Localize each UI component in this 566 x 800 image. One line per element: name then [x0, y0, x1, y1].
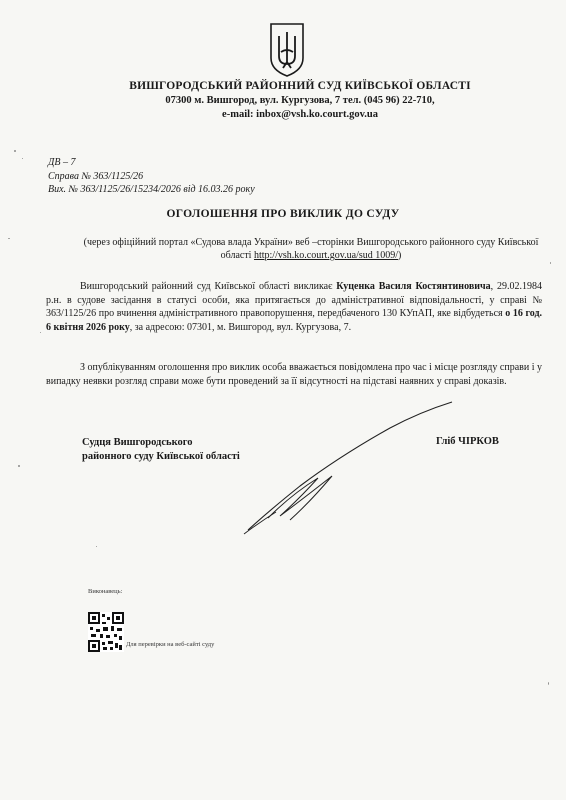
- summoned-person-name: Куценка Василя Костянтиновича: [336, 281, 491, 292]
- summons-text-a: Вишгородський районний суд Київської області викликає: [80, 281, 337, 292]
- scan-speck: [550, 262, 551, 264]
- outgoing-number: Вих. № 363/1125/26/15234/2026 від 16.03.26 року: [48, 184, 255, 195]
- trident-emblem-icon: [268, 22, 306, 78]
- judge-position-line2: районного суду Київської області: [82, 451, 240, 462]
- publication-note: [80, 236, 542, 262]
- judge-position: [82, 436, 240, 464]
- notice-paragraph: З опублікуванням оголошення про виклик особа вважається повідомлена про час і місце розгляду справи і у випадку неявки розгляд справи може бути проведений за її відсутності на підставі наявних у справі доказів.: [46, 362, 542, 387]
- form-code: ДВ – 7: [48, 157, 76, 168]
- scan-speck: [96, 546, 97, 547]
- judge-name: Гліб ЧІРКОВ: [436, 436, 499, 447]
- case-number: Справа № 363/1125/26: [48, 170, 144, 182]
- scan-speck: [40, 332, 41, 333]
- handwritten-signature: [240, 398, 460, 538]
- hearing-datetime: о 16 год. 6 квітня 2026 року: [46, 308, 543, 333]
- executor-label: Виконавець:: [88, 588, 123, 595]
- summons-paragraph: [46, 280, 542, 334]
- court-name: ВИШГОРОДСЬКИЙ РАЙОННИЙ СУД КИЇВСЬКОЇ ОБЛАСТІ: [129, 80, 471, 92]
- publication-note-close: ): [398, 250, 402, 261]
- judge-position-line1: Судця Вишгородського: [82, 437, 193, 448]
- court-header: [110, 80, 490, 120]
- scan-speck: [14, 150, 16, 152]
- summons-text-b: , 29.02.1984 р.н. в судове засідання в статусі особи, яка притягається до адміністративної відповідальності, у справі № 363/1125/26 про вчинення адміністративного правопорушення, передбаченого 130 КУпАП, яке відбудеться: [46, 281, 542, 319]
- scan-speck: [18, 465, 20, 467]
- scan-speck: [8, 238, 10, 239]
- court-email: e-mail: inbox@vsh.ko.court.gov.ua: [222, 109, 378, 120]
- reference-block: [48, 156, 255, 197]
- court-address: 07300 м. Вишгород, вул. Кургузова, 7 тел. (045 96) 22-710,: [165, 95, 435, 106]
- document-title: ОГОЛОШЕННЯ ПРО ВИКЛИК ДО СУДУ: [166, 208, 400, 220]
- summons-text-c: , за адресою: 07301, м. Вишгород, вул. Кургузова, 7.: [129, 321, 352, 333]
- court-website-link[interactable]: http://vsh.ko.court.gov.ua/sud 1009/: [253, 250, 399, 261]
- publication-note-text: (через офіційний портал «Судова влада України» веб –сторінки Вишгородського районного суду Київської області: [83, 237, 539, 261]
- scan-speck: [548, 682, 549, 685]
- qr-code-icon: [88, 612, 124, 652]
- qr-verification-note: Для перевірки на веб-сайті суду: [126, 641, 215, 648]
- scan-speck: [22, 158, 23, 159]
